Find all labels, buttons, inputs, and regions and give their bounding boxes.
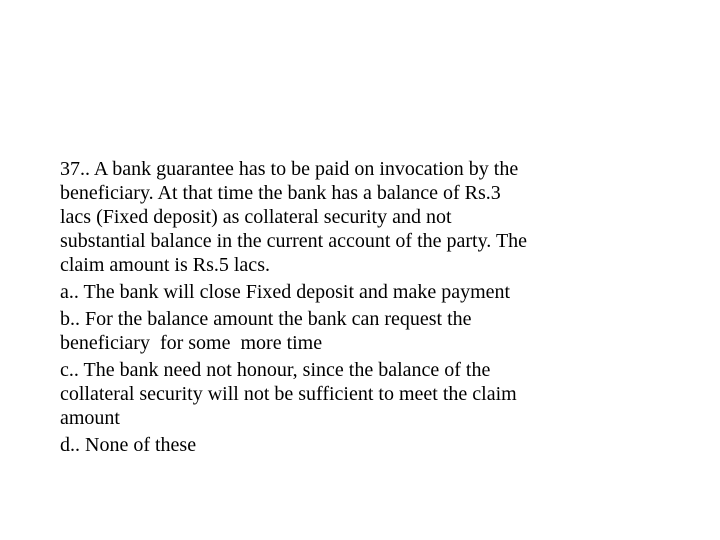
question-block [60, 157, 670, 460]
option-text: None of these [85, 434, 197, 456]
option-text: The bank will close Fixed deposit and make payment [83, 281, 511, 303]
option-label: d.. [60, 434, 80, 456]
question-line: substantial balance in the current account of the party. The [60, 230, 528, 252]
option-label: b.. [60, 308, 80, 330]
question-line: lacs (Fixed deposit) as collateral security and not [60, 206, 452, 228]
option-text: For the balance amount the bank can request the [85, 308, 472, 330]
option-text: amount [60, 407, 120, 429]
question-number: 37.. [60, 158, 90, 180]
question-stem [60, 157, 670, 277]
option-a [60, 280, 670, 304]
option-text: beneficiary for some more time [60, 332, 323, 354]
option-label: c.. [60, 359, 79, 381]
option-text: collateral security will not be sufficient to meet the claim [60, 383, 517, 405]
option-c [60, 358, 670, 430]
option-d [60, 433, 670, 457]
question-line: A bank guarantee has to be paid on invocation by the [93, 158, 519, 180]
question-line: claim amount is Rs.5 lacs. [60, 254, 270, 276]
option-text: The bank need not honour, since the balance of the [83, 359, 491, 381]
option-b [60, 307, 670, 355]
option-label: a.. [60, 281, 79, 303]
question-line: beneficiary. At that time the bank has a balance of Rs.3 [60, 182, 501, 204]
